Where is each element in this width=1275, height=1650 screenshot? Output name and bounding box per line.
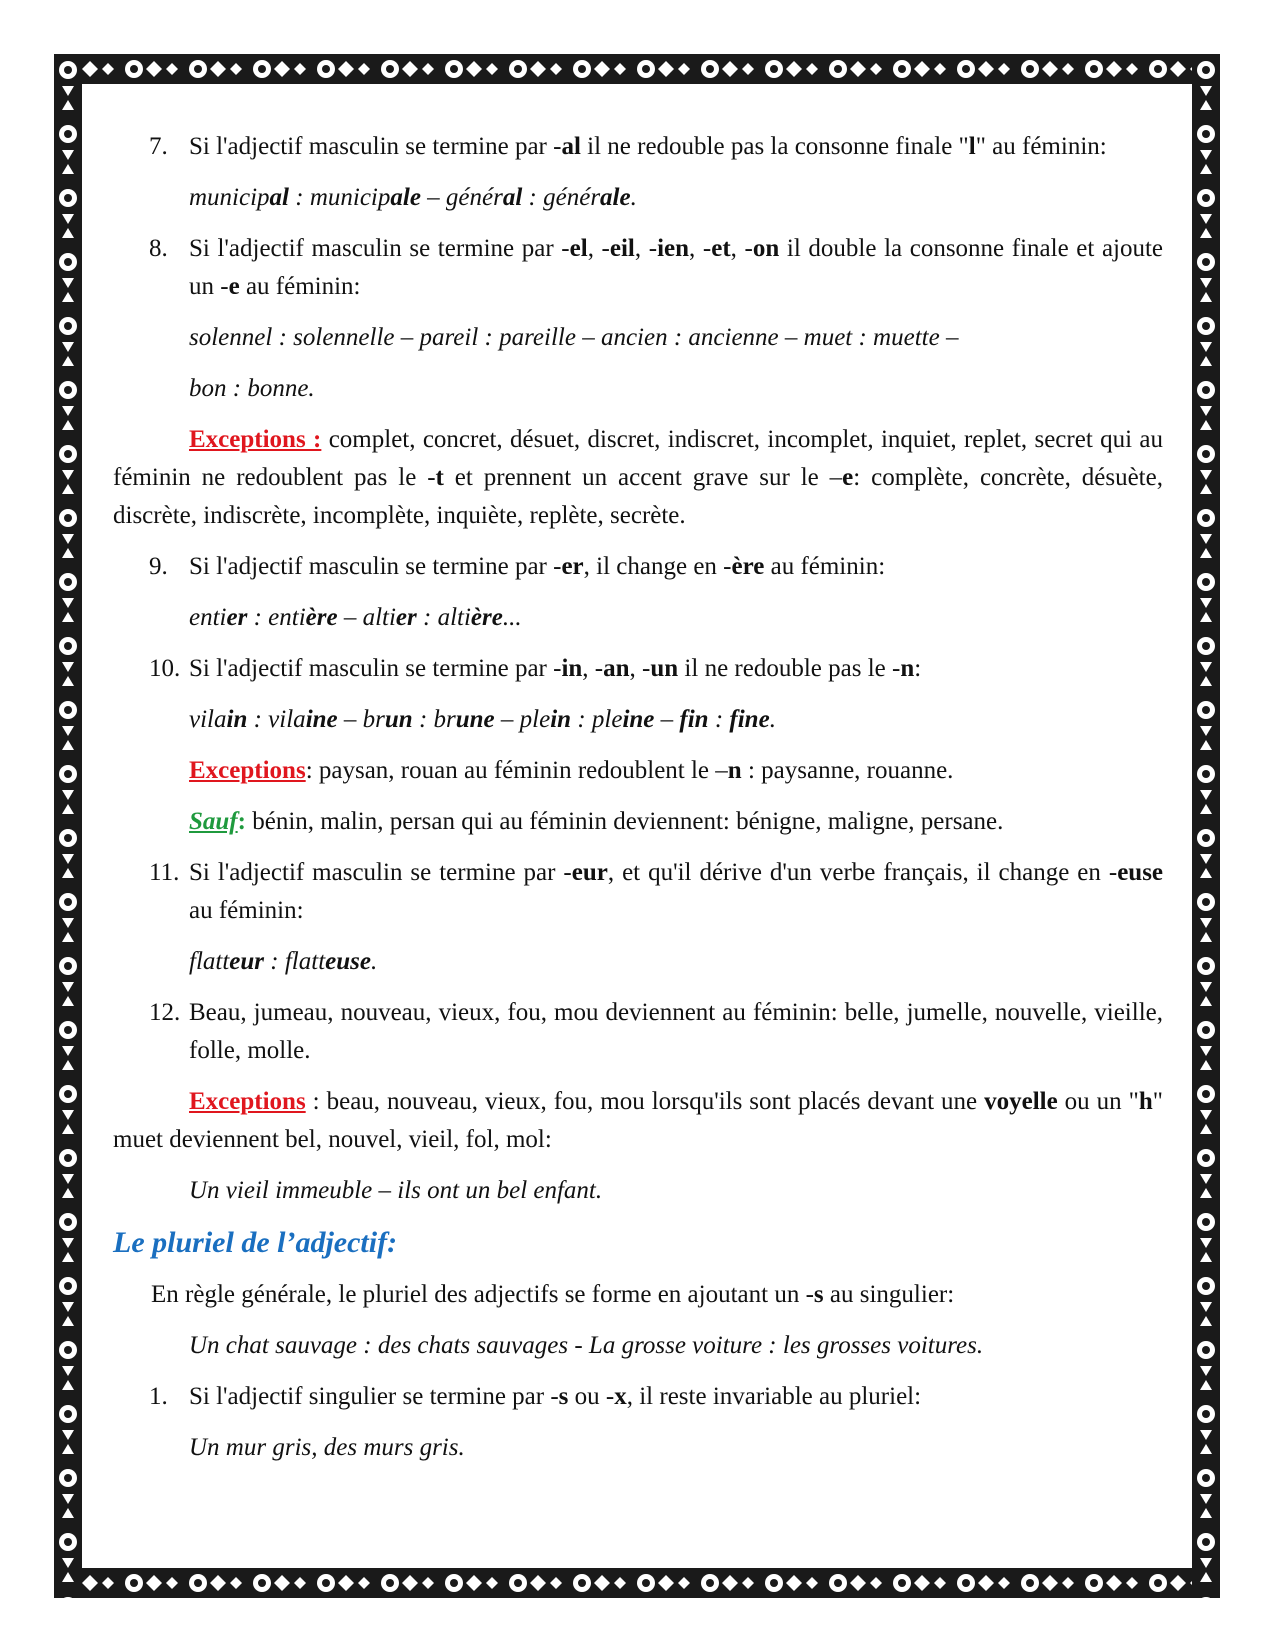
- border-right: [1192, 54, 1220, 1598]
- rule-number: 1.: [149, 1383, 168, 1410]
- rule-number: 11.: [149, 859, 180, 886]
- exceptions-2: [113, 752, 1163, 790]
- exceptions-label: Exceptions: [189, 757, 306, 784]
- border-bottom: [54, 1568, 1220, 1598]
- rule-8-example-1: solennel : solennelle – pareil : pareille – ancien : ancienne – muet : muette –: [189, 324, 959, 351]
- rule-text: Si l'adjectif masculin se termine par -el, -eil, -ien, -et, -on il double la consonne finale et ajoute un -e au féminin:: [189, 235, 1164, 300]
- flower-diamond-pattern-right: [1192, 54, 1220, 1598]
- sauf-label: Sauf: [189, 808, 238, 835]
- rule-number: 10.: [149, 655, 181, 682]
- rule-text: Si l'adjectif singulier se termine par -s ou -x, il reste invariable au pluriel:: [189, 1383, 922, 1410]
- rule-9: [113, 548, 1163, 586]
- rule-12: [113, 994, 1163, 1070]
- rule-text: Si l'adjectif masculin se termine par -er, il change en -ère au féminin:: [189, 553, 886, 580]
- exceptions-label: Exceptions :: [189, 426, 322, 453]
- sauf-text: bénin, malin, persan qui au féminin deviennent: bénigne, maligne, persane.: [245, 808, 1004, 835]
- exceptions-1: [113, 421, 1163, 535]
- sauf-note: [113, 803, 1163, 841]
- exceptions-label: Exceptions: [189, 1088, 306, 1115]
- exceptions-text: : beau, nouveau, vieux, fou, mou lorsqu'ils sont placés devant une voyelle ou un "h" muet deviennent bel, nouvel, vieil, fol, mol:: [113, 1088, 1163, 1153]
- flower-diamond-pattern-bottom: [54, 1568, 1220, 1598]
- exceptions-text: : paysan, rouan au féminin redoublent le –n : paysanne, rouanne.: [305, 757, 954, 784]
- rule-7: [113, 128, 1163, 166]
- exceptions-3: [113, 1083, 1163, 1159]
- plural-rule-1-example: Un mur gris, des murs gris.: [189, 1434, 465, 1461]
- plural-intro: En règle générale, le pluriel des adjectifs se forme en ajoutant un -s au singulier:: [151, 1281, 955, 1308]
- sauf-colon: :: [237, 808, 246, 835]
- page-content: [113, 128, 1163, 1480]
- rule-number: 7.: [149, 133, 168, 160]
- rule-number: 8.: [149, 235, 168, 262]
- rule-7-example: municipal : municipale – général : générale.: [189, 184, 637, 211]
- rule-11-example: flatteur : flatteuse.: [189, 948, 378, 975]
- border-top: [54, 54, 1220, 84]
- border-left: [54, 54, 82, 1598]
- exceptions-3-example: Un vieil immeuble – ils ont un bel enfant.: [189, 1177, 603, 1204]
- exceptions-text: complet, concret, désuet, discret, indiscret, incomplet, inquiet, replet, secret qui au féminin ne redoublent pas le -t et prennent un accent grave sur le –e: complète, concrète, désuète, discrète, indiscrète, incomplète, inquiète, replète, secrète.: [113, 426, 1164, 529]
- rule-number: 12.: [149, 999, 181, 1026]
- rule-9-example: entier : entière – altier : altière...: [189, 604, 522, 631]
- rule-10: [113, 650, 1163, 688]
- flower-diamond-pattern-left: [54, 54, 82, 1598]
- rule-text: Si l'adjectif masculin se termine par -al il ne redouble pas la consonne finale "l" au féminin:: [189, 133, 1107, 160]
- rule-8: [113, 230, 1163, 306]
- rule-11: [113, 854, 1163, 930]
- flower-diamond-pattern-top: [54, 54, 1220, 84]
- rule-number: 9.: [149, 553, 168, 580]
- rule-text: Beau, jumeau, nouveau, vieux, fou, mou deviennent au féminin: belle, jumelle, nouvelle, vieille, folle, molle.: [189, 999, 1163, 1064]
- plural-intro-example: Un chat sauvage : des chats sauvages - La grosse voiture : les grosses voitures.: [189, 1332, 984, 1359]
- rule-text: Si l'adjectif masculin se termine par -eur, et qu'il dérive d'un verbe français, il change en -euse au féminin:: [189, 859, 1164, 924]
- rule-10-example: vilain : vilaine – brun : brune – plein : pleine – fin : fine.: [189, 706, 776, 733]
- section-heading-plural: Le pluriel de l’adjectif:: [113, 1226, 398, 1259]
- rule-8-example-2: bon : bonne.: [189, 375, 315, 402]
- rule-text: Si l'adjectif masculin se termine par -in, -an, -un il ne redouble pas le -n:: [189, 655, 922, 682]
- plural-rule-1: [113, 1378, 1163, 1416]
